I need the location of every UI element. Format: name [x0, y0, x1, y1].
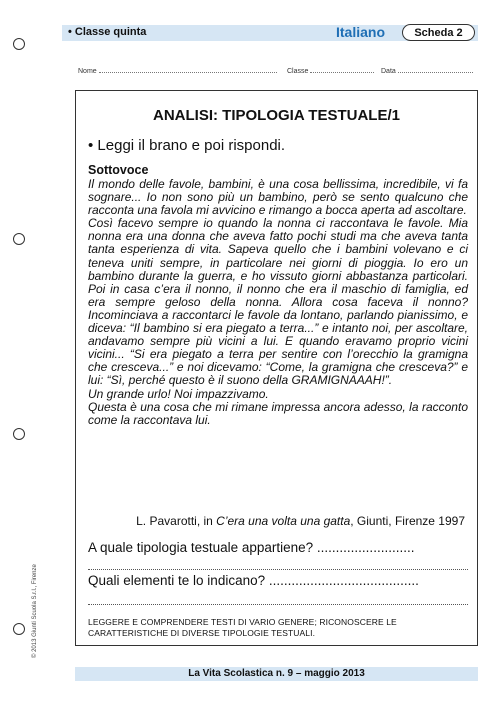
instruction: • Leggi il brano e poi rispondi. — [88, 137, 286, 154]
date-field[interactable] — [381, 66, 473, 75]
date-label: Data — [381, 68, 396, 75]
question-1: A quale tipologia testuale appartiene? .......................... — [88, 540, 415, 555]
source-citation — [88, 514, 465, 528]
binder-hole — [13, 428, 25, 440]
footer-band: La Vita Scolastica n. 9 – maggio 2013 — [75, 667, 478, 681]
binder-hole — [13, 233, 25, 245]
page-title: ANALISI: TIPOLOGIA TESTUALE/1 — [153, 107, 400, 124]
subject-label: Italiano — [336, 24, 386, 40]
class-field-label: Classe — [287, 68, 309, 75]
learning-objective: LEGGERE E COMPRENDERE TESTI DI VARIO GENERE; RICONOSCERE LE CARATTERISTICHE DI DIVERSE TIPOLOGIE TESTUALI. — [88, 617, 397, 638]
source-publisher: , Giunti, Firenze 1997 — [350, 514, 465, 528]
class-label: • Classe quinta — [68, 26, 147, 38]
sheet-badge: Scheda 2 — [402, 24, 475, 41]
question-2: Quali elementi te lo indicano? ........................................ — [88, 573, 419, 588]
source-book: C’era una volta una gatta — [216, 514, 351, 528]
name-label: Nome — [78, 68, 97, 75]
story-paragraph: Un grande urlo! Noi impazzivamo. — [88, 386, 269, 401]
copyright-notice: © 2013 Giunti Scuola S.r.l., Firenze — [32, 564, 38, 658]
name-field[interactable] — [78, 66, 277, 75]
binder-hole — [13, 623, 25, 635]
story-paragraph: Il mondo delle favole, bambini, è una cosa bellissima, incredibile, vi fa sognare... Io non sono più un bambino, però se sento qualcuno che racconta una favola mi avvicino e rimango a bocca aperta ad ascoltare. — [88, 177, 468, 218]
story-paragraph: Questa è una cosa che mi rimane impressa ancora adesso, la racconto come la raccontava lui. — [88, 399, 468, 427]
class-field[interactable] — [287, 66, 374, 75]
story-title: Sottovoce — [88, 163, 149, 177]
answer-line[interactable] — [88, 568, 468, 570]
answer-line[interactable] — [88, 603, 468, 605]
binder-hole — [13, 38, 25, 50]
story-paragraph: Così facevo sempre io quando la nonna ci raccontava le favole. Mia nonna era una donna che aveva fatto pochi studi ma che aveva tanta tanta esperienza di vita. Sapeva quello che i bambini volevano e ci teneva uniti sempre, in particolare nei giorni di pioggia. Io ero un bambino durante la guerra, e ho vissuto giorni abbastanza particolari. Poi in casa c’era il nonno, il nonno che era il maschio di famiglia, ed era sempre geloso della nonna. Allora cosa faceva il nonno? Incominciava a raccontarci le favole da lontano, parlando pianissimo, e diceva: “Il bambino si era piegato a terra...” e intanto noi, per ascoltare, andavamo sempre più vicini a lui. E quando eravamo proprio vicini vicini... “Si era piegato a terra per sentire con l’orecchio la gramigna che cresceva...” e noi dicevamo: “Come, la gramigna che cresceva?” e lui: “Sì, perché questo è il suono della GRAMIGNAAAH!”. — [88, 216, 468, 388]
story-text — [88, 178, 468, 427]
source-author: L. Pavarotti, in — [136, 514, 217, 528]
